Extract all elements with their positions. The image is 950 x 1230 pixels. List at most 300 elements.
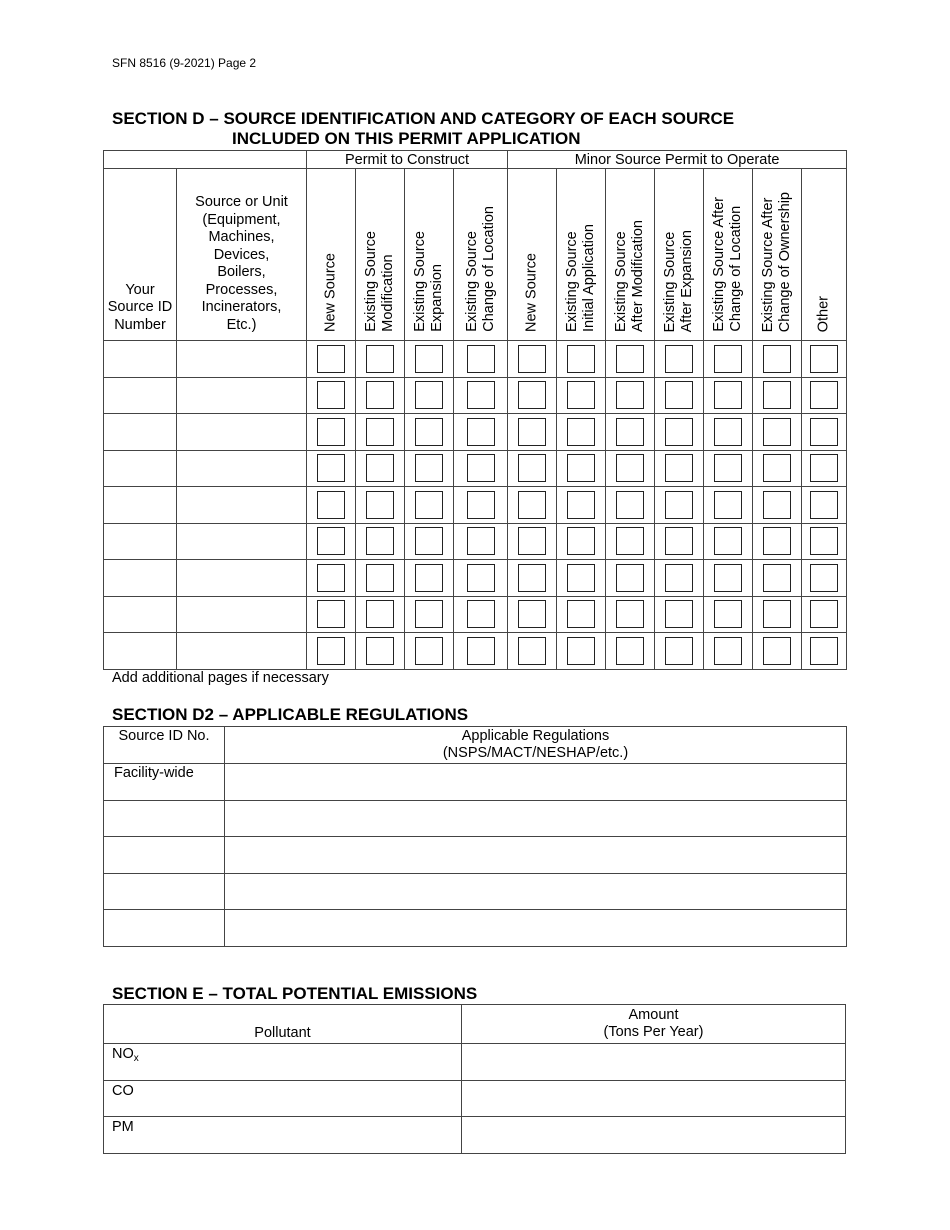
- col-header-line2: After Modification: [630, 219, 647, 332]
- col-header-line1: Other: [815, 295, 832, 332]
- category-cell: [356, 450, 405, 487]
- category-cell: [655, 633, 704, 670]
- col-header-line2: Change of Location: [728, 206, 745, 332]
- regs-row: [104, 764, 847, 801]
- col-header-line1: Existing Source: [662, 231, 679, 332]
- source-unit-cell[interactable]: [177, 377, 307, 414]
- category-cell: [655, 341, 704, 378]
- category-checkbox[interactable]: [366, 381, 394, 409]
- category-cell: [802, 414, 847, 451]
- category-checkbox[interactable]: [467, 381, 495, 409]
- category-checkbox[interactable]: [714, 491, 742, 519]
- col-header-line1: Existing Source: [363, 231, 379, 332]
- source-id-cell[interactable]: [104, 633, 177, 670]
- category-cell: [557, 560, 606, 597]
- category-cell: [356, 487, 405, 524]
- source-row: [104, 633, 847, 670]
- category-checkbox[interactable]: [763, 491, 791, 519]
- col-header-source-unit: Source or Unit (Equipment, Machines, Devices, Boilers, Processes, Incinerators, Etc.): [177, 169, 307, 341]
- col-header-category-text: [711, 197, 745, 332]
- category-cell: [356, 341, 405, 378]
- category-cell: [405, 377, 454, 414]
- category-checkbox[interactable]: [415, 418, 443, 446]
- category-checkbox[interactable]: [616, 418, 644, 446]
- category-cell: [356, 523, 405, 560]
- regs-regulations-cell[interactable]: [225, 764, 847, 801]
- col-header-category: [802, 169, 847, 341]
- regs-regulations-cell[interactable]: [225, 910, 847, 947]
- category-cell: [606, 523, 655, 560]
- source-id-cell[interactable]: [104, 487, 177, 524]
- category-checkbox[interactable]: [714, 527, 742, 555]
- col-header-line1: New Source: [322, 253, 339, 332]
- category-checkbox[interactable]: [467, 491, 495, 519]
- col-header-category: [753, 169, 802, 341]
- category-cell: [307, 341, 356, 378]
- category-cell: [405, 560, 454, 597]
- category-checkbox[interactable]: [317, 527, 345, 555]
- regs-source-id-cell[interactable]: Facility-wide: [104, 764, 225, 801]
- category-cell: [704, 523, 753, 560]
- col-header-category-text: [662, 230, 696, 332]
- category-cell: [753, 560, 802, 597]
- category-checkbox[interactable]: [415, 564, 443, 592]
- category-checkbox[interactable]: [616, 345, 644, 373]
- category-cell: [802, 560, 847, 597]
- source-unit-cell[interactable]: [177, 414, 307, 451]
- category-cell: [454, 487, 508, 524]
- source-unit-cell[interactable]: [177, 523, 307, 560]
- category-checkbox[interactable]: [317, 454, 345, 482]
- category-cell: [802, 450, 847, 487]
- category-cell: [454, 377, 508, 414]
- category-cell: [655, 487, 704, 524]
- col-header-category: [508, 169, 557, 341]
- regs-regulations-cell[interactable]: [225, 800, 847, 837]
- category-checkbox[interactable]: [518, 345, 546, 373]
- source-id-cell[interactable]: [104, 377, 177, 414]
- category-checkbox[interactable]: [763, 564, 791, 592]
- category-cell: [356, 414, 405, 451]
- col-header-line1: Existing Source: [463, 231, 480, 332]
- category-checkbox[interactable]: [714, 345, 742, 373]
- regs-row: [104, 873, 847, 910]
- category-cell: [508, 523, 557, 560]
- category-cell: [753, 450, 802, 487]
- category-checkbox[interactable]: [714, 381, 742, 409]
- category-cell: [606, 487, 655, 524]
- category-checkbox[interactable]: [467, 564, 495, 592]
- category-cell: [557, 523, 606, 560]
- category-checkbox[interactable]: [810, 527, 838, 555]
- amount-cell-pm[interactable]: [462, 1117, 846, 1154]
- category-cell: [307, 560, 356, 597]
- section-d2-title: SECTION D2 – APPLICABLE REGULATIONS: [112, 705, 469, 724]
- source-id-cell[interactable]: [104, 560, 177, 597]
- category-checkbox[interactable]: [518, 637, 546, 665]
- category-checkbox[interactable]: [567, 454, 595, 482]
- category-checkbox[interactable]: [810, 637, 838, 665]
- source-id-cell[interactable]: [104, 596, 177, 633]
- col-header-category: [655, 169, 704, 341]
- category-checkbox[interactable]: [366, 600, 394, 628]
- category-cell: [307, 487, 356, 524]
- source-row: [104, 487, 847, 524]
- category-checkbox[interactable]: [665, 600, 693, 628]
- category-checkbox[interactable]: [714, 418, 742, 446]
- amount-cell-nox[interactable]: [462, 1044, 846, 1081]
- category-checkbox[interactable]: [810, 600, 838, 628]
- group-header-row: [104, 151, 847, 169]
- source-id-cell[interactable]: [104, 450, 177, 487]
- category-cell: [454, 450, 508, 487]
- category-cell: [307, 414, 356, 451]
- category-checkbox[interactable]: [810, 454, 838, 482]
- col-header-category-text: [816, 296, 833, 332]
- col-header-category-text: [363, 231, 397, 332]
- col-header-category: [454, 169, 508, 341]
- category-cell: [508, 487, 557, 524]
- col-header-line2: Change of Ownership: [777, 191, 794, 332]
- category-checkbox[interactable]: [467, 600, 495, 628]
- col-header-line2: Change of Location: [480, 206, 497, 332]
- section-d-title: [112, 109, 734, 149]
- category-cell: [655, 523, 704, 560]
- category-cell: [802, 377, 847, 414]
- regs-source-id-cell[interactable]: [104, 873, 225, 910]
- category-cell: [356, 596, 405, 633]
- category-checkbox[interactable]: [616, 454, 644, 482]
- category-checkbox[interactable]: [567, 527, 595, 555]
- category-cell: [606, 341, 655, 378]
- category-checkbox[interactable]: [518, 491, 546, 519]
- category-checkbox[interactable]: [665, 491, 693, 519]
- category-checkbox[interactable]: [763, 454, 791, 482]
- category-checkbox[interactable]: [467, 527, 495, 555]
- col-header-category: [704, 169, 753, 341]
- category-cell: [704, 377, 753, 414]
- category-checkbox[interactable]: [518, 454, 546, 482]
- col-header-category-text: [613, 220, 647, 332]
- category-checkbox[interactable]: [714, 564, 742, 592]
- category-cell: [307, 596, 356, 633]
- category-checkbox[interactable]: [415, 637, 443, 665]
- category-checkbox[interactable]: [567, 600, 595, 628]
- category-checkbox[interactable]: [665, 527, 693, 555]
- category-cell: [454, 523, 508, 560]
- category-checkbox[interactable]: [567, 564, 595, 592]
- category-cell: [508, 377, 557, 414]
- section-e-title: SECTION E – TOTAL POTENTIAL EMISSIONS: [112, 984, 478, 1003]
- category-checkbox[interactable]: [317, 564, 345, 592]
- category-cell: [753, 523, 802, 560]
- nox-subscript: x: [133, 1053, 139, 1064]
- category-checkbox[interactable]: [714, 637, 742, 665]
- category-checkbox[interactable]: [467, 637, 495, 665]
- category-checkbox[interactable]: [317, 600, 345, 628]
- category-checkbox[interactable]: [317, 345, 345, 373]
- category-cell: [655, 414, 704, 451]
- category-checkbox[interactable]: [810, 418, 838, 446]
- category-cell: [405, 633, 454, 670]
- col-header-source-id-no: Source ID No.: [104, 727, 225, 764]
- category-cell: [508, 596, 557, 633]
- applicable-regulations-table: [103, 726, 847, 947]
- category-cell: [753, 414, 802, 451]
- group-minor-source-permit: Minor Source Permit to Operate: [508, 151, 847, 169]
- col-header-category-text: [524, 253, 541, 332]
- source-unit-cell[interactable]: [177, 487, 307, 524]
- category-cell: [557, 487, 606, 524]
- category-cell: [557, 596, 606, 633]
- category-cell: [802, 596, 847, 633]
- category-cell: [655, 560, 704, 597]
- category-checkbox[interactable]: [567, 418, 595, 446]
- col-header-category-text: [464, 206, 498, 332]
- regs-source-id-cell[interactable]: [104, 837, 225, 874]
- category-cell: [655, 596, 704, 633]
- col-header-category: [557, 169, 606, 341]
- category-checkbox[interactable]: [665, 564, 693, 592]
- regs-source-id-cell[interactable]: [104, 800, 225, 837]
- category-cell: [704, 487, 753, 524]
- category-checkbox[interactable]: [518, 381, 546, 409]
- col-header-line1: Existing Source: [412, 231, 428, 332]
- col-header-line1: Existing Source: [564, 231, 581, 332]
- category-checkbox[interactable]: [366, 564, 394, 592]
- pollutant-nox: [104, 1044, 462, 1081]
- category-checkbox[interactable]: [665, 418, 693, 446]
- regs-header-row: [104, 727, 847, 764]
- category-cell: [655, 450, 704, 487]
- category-cell: [704, 596, 753, 633]
- source-id-cell[interactable]: [104, 414, 177, 451]
- source-row: [104, 377, 847, 414]
- category-checkbox[interactable]: [810, 564, 838, 592]
- source-id-cell[interactable]: [104, 341, 177, 378]
- category-checkbox[interactable]: [665, 454, 693, 482]
- category-cell: [802, 523, 847, 560]
- category-checkbox[interactable]: [467, 345, 495, 373]
- source-row: [104, 450, 847, 487]
- source-row: [104, 560, 847, 597]
- category-checkbox[interactable]: [665, 381, 693, 409]
- category-checkbox[interactable]: [467, 418, 495, 446]
- col-header-amount: [462, 1005, 846, 1044]
- regs-header-line1: Applicable Regulations: [461, 728, 610, 744]
- category-cell: [356, 560, 405, 597]
- category-checkbox[interactable]: [567, 381, 595, 409]
- category-cell: [307, 633, 356, 670]
- category-cell: [655, 377, 704, 414]
- category-checkbox[interactable]: [317, 637, 345, 665]
- category-checkbox[interactable]: [518, 418, 546, 446]
- emissions-row-co: [104, 1080, 846, 1117]
- category-cell: [557, 450, 606, 487]
- col-header-line1: New Source: [523, 253, 540, 332]
- category-checkbox[interactable]: [616, 491, 644, 519]
- category-cell: [405, 523, 454, 560]
- category-cell: [405, 596, 454, 633]
- col-header-line2: Initial Application: [581, 223, 598, 332]
- category-checkbox[interactable]: [366, 637, 394, 665]
- category-cell: [606, 377, 655, 414]
- col-header-category: [307, 169, 356, 341]
- category-cell: [704, 341, 753, 378]
- col-header-line2: Expansion: [429, 264, 445, 332]
- regs-source-id-cell[interactable]: [104, 910, 225, 947]
- source-row: [104, 523, 847, 560]
- emissions-header-row: [104, 1005, 846, 1044]
- category-checkbox[interactable]: [467, 454, 495, 482]
- source-unit-cell[interactable]: [177, 596, 307, 633]
- category-cell: [557, 377, 606, 414]
- col-header-category-text: [564, 224, 598, 332]
- regs-regulations-cell[interactable]: [225, 873, 847, 910]
- col-header-pollutant: Pollutant: [104, 1005, 462, 1044]
- category-cell: [606, 560, 655, 597]
- category-checkbox[interactable]: [518, 527, 546, 555]
- category-cell: [307, 523, 356, 560]
- category-checkbox[interactable]: [810, 491, 838, 519]
- col-header-line1: Existing Source After: [760, 197, 777, 332]
- category-cell: [405, 341, 454, 378]
- category-checkbox[interactable]: [415, 491, 443, 519]
- category-checkbox[interactable]: [714, 600, 742, 628]
- amount-cell-co[interactable]: [462, 1080, 846, 1117]
- category-cell: [307, 377, 356, 414]
- column-header-row: [104, 169, 847, 341]
- regs-header-line2: (NSPS/MACT/NESHAP/etc.): [442, 745, 629, 761]
- category-cell: [356, 377, 405, 414]
- total-potential-emissions-table: [103, 1004, 846, 1154]
- category-checkbox[interactable]: [810, 345, 838, 373]
- category-checkbox[interactable]: [415, 381, 443, 409]
- category-cell: [802, 341, 847, 378]
- category-cell: [606, 596, 655, 633]
- col-header-line1: Existing Source: [613, 231, 630, 332]
- category-checkbox[interactable]: [763, 637, 791, 665]
- category-checkbox[interactable]: [616, 381, 644, 409]
- category-checkbox[interactable]: [317, 381, 345, 409]
- category-cell: [356, 633, 405, 670]
- form-number: SFN 8516 (9-2021) Page 2: [112, 56, 257, 70]
- category-checkbox[interactable]: [616, 564, 644, 592]
- amount-header-line2: (Tons Per Year): [603, 1024, 704, 1040]
- category-cell: [454, 414, 508, 451]
- category-checkbox[interactable]: [317, 491, 345, 519]
- category-checkbox[interactable]: [665, 637, 693, 665]
- category-cell: [454, 560, 508, 597]
- source-row: [104, 414, 847, 451]
- col-header-category-text: [760, 192, 794, 332]
- category-cell: [405, 414, 454, 451]
- category-checkbox[interactable]: [366, 454, 394, 482]
- source-unit-cell[interactable]: [177, 633, 307, 670]
- source-id-cell[interactable]: [104, 523, 177, 560]
- category-checkbox[interactable]: [714, 454, 742, 482]
- category-checkbox[interactable]: [763, 527, 791, 555]
- category-checkbox[interactable]: [366, 345, 394, 373]
- col-header-line1: Existing Source After: [711, 197, 728, 332]
- category-cell: [557, 341, 606, 378]
- pollutant-co: CO: [104, 1080, 462, 1117]
- category-cell: [405, 487, 454, 524]
- category-checkbox[interactable]: [567, 345, 595, 373]
- category-checkbox[interactable]: [763, 600, 791, 628]
- source-unit-cell[interactable]: [177, 450, 307, 487]
- category-checkbox[interactable]: [317, 418, 345, 446]
- category-checkbox[interactable]: [763, 381, 791, 409]
- category-cell: [753, 596, 802, 633]
- col-header-line2: Modification: [380, 254, 396, 332]
- category-cell: [704, 414, 753, 451]
- pollutant-pm: PM: [104, 1117, 462, 1154]
- category-cell: [606, 633, 655, 670]
- category-checkbox[interactable]: [366, 418, 394, 446]
- source-unit-cell[interactable]: [177, 560, 307, 597]
- category-cell: [307, 450, 356, 487]
- col-header-category: [356, 169, 405, 341]
- category-checkbox[interactable]: [567, 637, 595, 665]
- category-checkbox[interactable]: [763, 418, 791, 446]
- category-cell: [606, 450, 655, 487]
- category-cell: [606, 414, 655, 451]
- category-checkbox[interactable]: [616, 527, 644, 555]
- category-checkbox[interactable]: [567, 491, 595, 519]
- category-checkbox[interactable]: [415, 454, 443, 482]
- category-cell: [508, 633, 557, 670]
- emissions-row-nox: [104, 1044, 846, 1081]
- col-header-line2: After Expansion: [679, 229, 696, 332]
- source-row: [104, 341, 847, 378]
- category-checkbox[interactable]: [518, 564, 546, 592]
- category-checkbox[interactable]: [616, 600, 644, 628]
- category-cell: [508, 450, 557, 487]
- section-d-title-line1: SECTION D – SOURCE IDENTIFICATION AND CATEGORY OF EACH SOURCE: [112, 109, 735, 128]
- category-cell: [508, 560, 557, 597]
- category-cell: [802, 633, 847, 670]
- blank-group-cell: [104, 151, 307, 169]
- category-checkbox[interactable]: [518, 600, 546, 628]
- category-cell: [753, 377, 802, 414]
- category-checkbox[interactable]: [616, 637, 644, 665]
- category-cell: [557, 633, 606, 670]
- category-checkbox[interactable]: [366, 491, 394, 519]
- source-row: [104, 596, 847, 633]
- category-checkbox[interactable]: [810, 381, 838, 409]
- category-cell: [454, 341, 508, 378]
- category-checkbox[interactable]: [665, 345, 693, 373]
- category-checkbox[interactable]: [763, 345, 791, 373]
- group-permit-to-construct: Permit to Construct: [307, 151, 508, 169]
- source-unit-cell[interactable]: [177, 341, 307, 378]
- category-cell: [454, 633, 508, 670]
- category-checkbox[interactable]: [366, 527, 394, 555]
- category-checkbox[interactable]: [415, 345, 443, 373]
- category-cell: [508, 341, 557, 378]
- category-cell: [704, 560, 753, 597]
- category-checkbox[interactable]: [415, 600, 443, 628]
- emissions-row-pm: [104, 1117, 846, 1154]
- source-identification-table: [103, 150, 847, 670]
- additional-pages-note: Add additional pages if necessary: [112, 670, 329, 686]
- col-header-category: [405, 169, 454, 341]
- regs-regulations-cell[interactable]: [225, 837, 847, 874]
- amount-header-line1: Amount: [628, 1007, 679, 1023]
- category-cell: [753, 341, 802, 378]
- category-checkbox[interactable]: [415, 527, 443, 555]
